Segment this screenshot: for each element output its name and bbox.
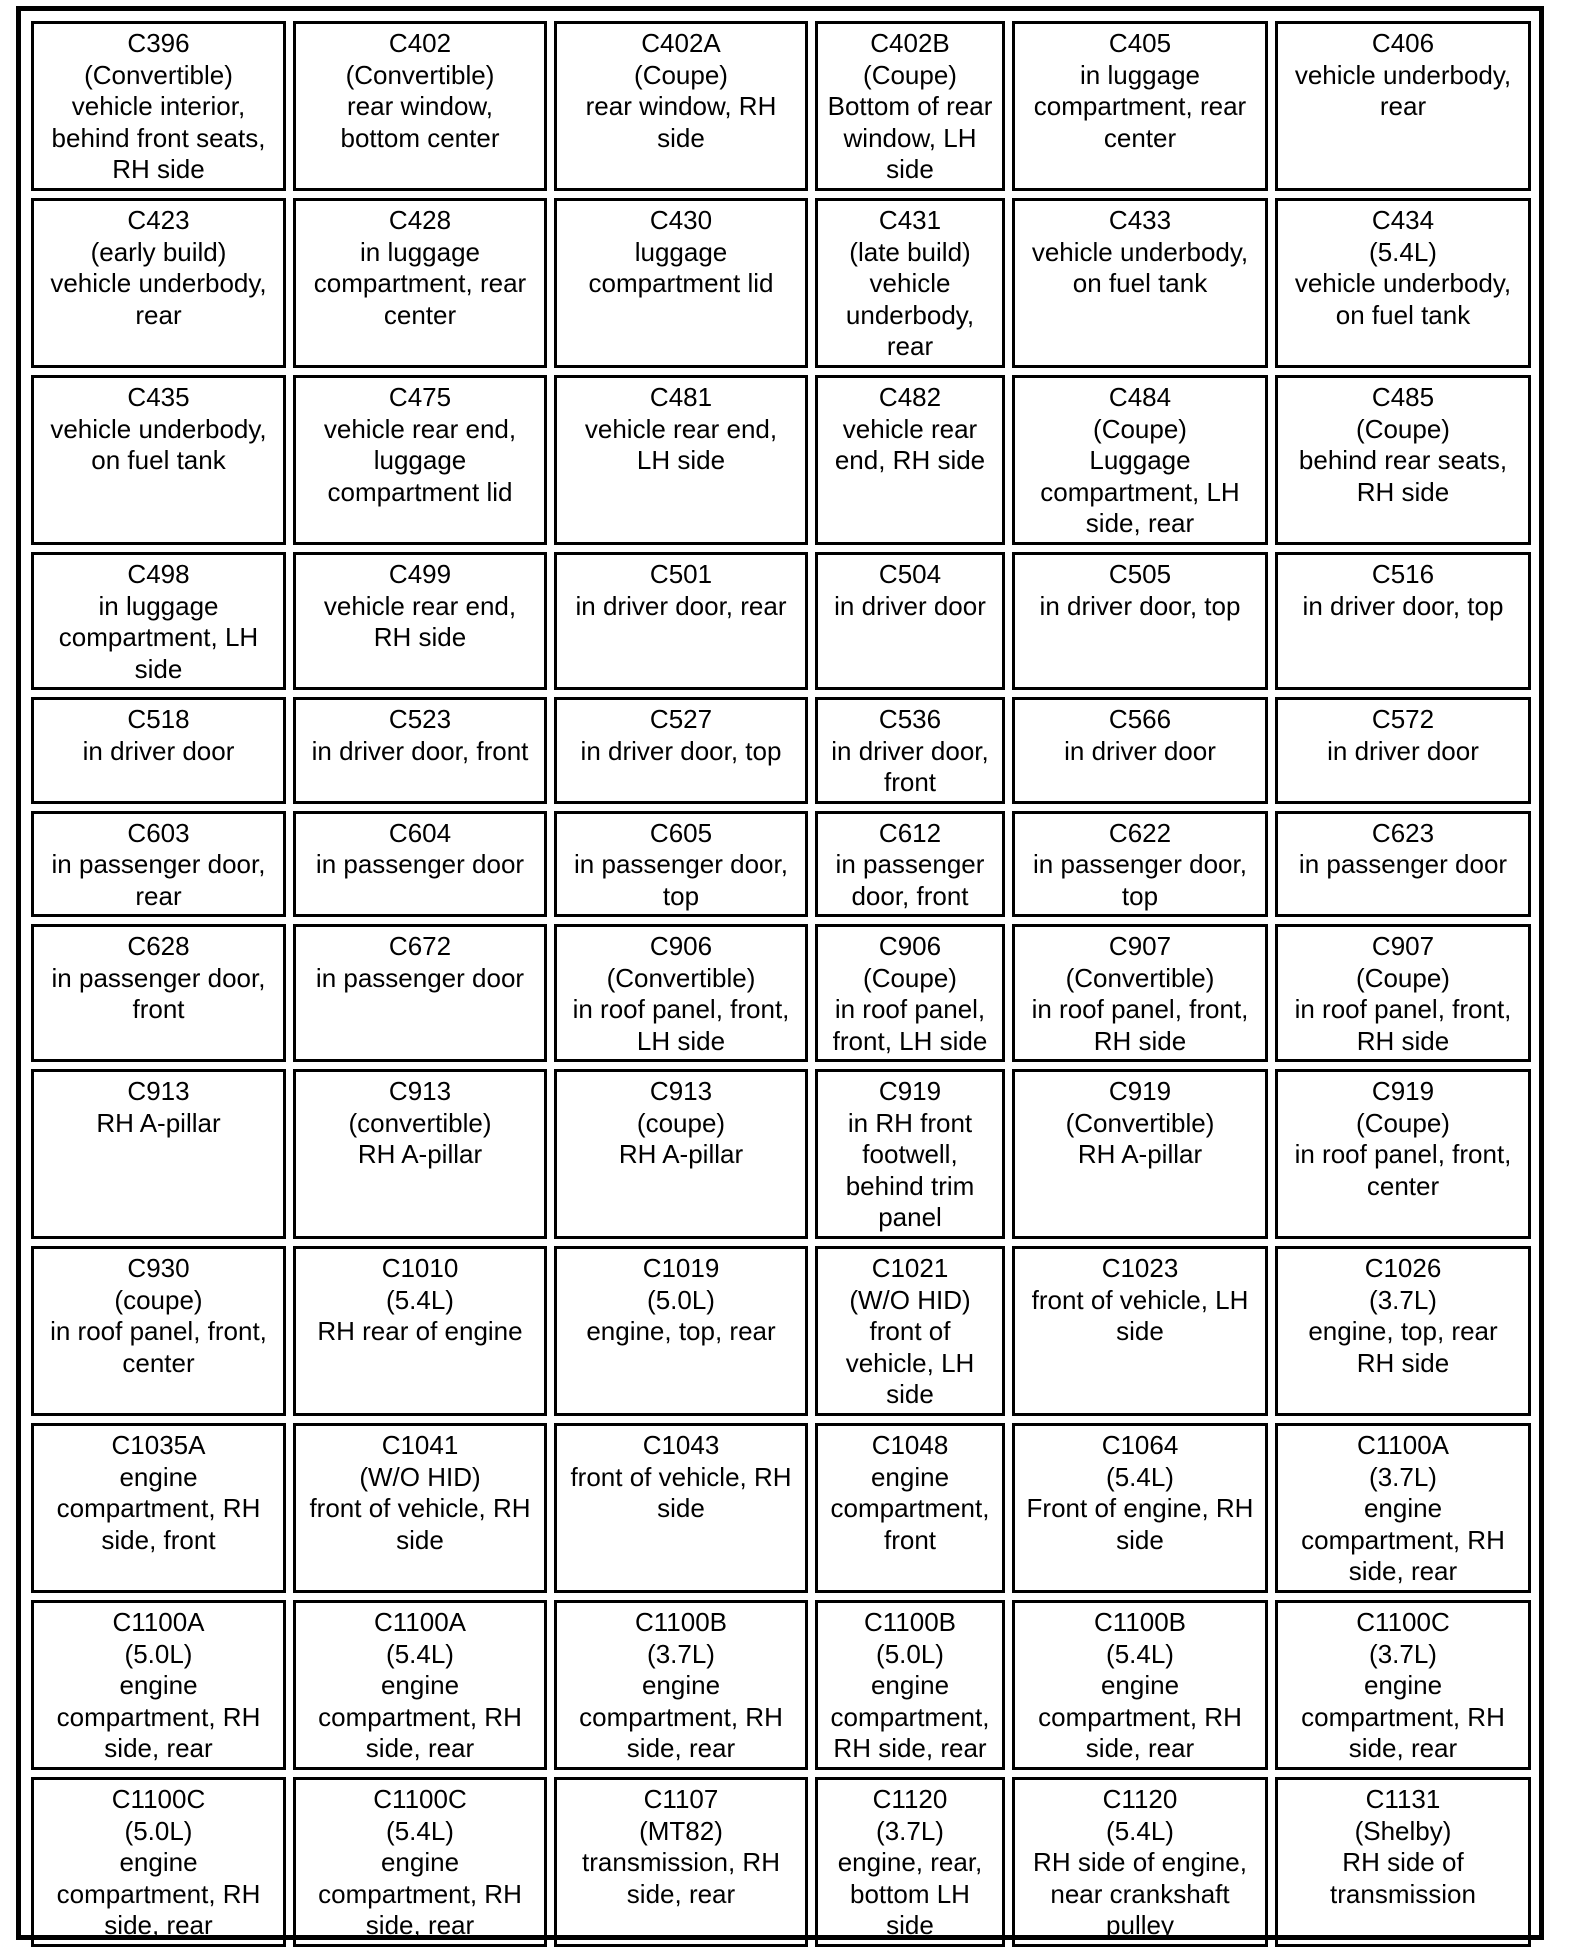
connector-location: in passenger door, top [1033, 849, 1247, 911]
connector-cell [554, 375, 808, 545]
connector-id: C622 [1108, 817, 1172, 848]
connector-cell [554, 21, 808, 191]
connector-location: (Coupe) in roof panel, front, LH side [832, 962, 988, 1056]
connector-id: C504 [878, 559, 942, 589]
connector-id: C1064 [1101, 1430, 1179, 1460]
connector-cell [554, 1246, 808, 1416]
connector-id: C1100C [111, 1784, 206, 1814]
connector-location: in driver door, front [311, 735, 529, 766]
connector-location: (coupe) RH A-pillar [618, 1107, 744, 1169]
connector-location: vehicle rear end, RH side [834, 413, 986, 475]
connector-id: C612 [878, 817, 942, 848]
connector-id: C484 [1108, 382, 1172, 412]
connector-cell [31, 1777, 286, 1947]
connector-location: (Coupe) Luggage compartment, LH side, rear [1040, 413, 1240, 538]
connector-id: C527 [649, 704, 713, 734]
connector-cell [31, 552, 286, 690]
connector-location: (Convertible) RH A-pillar [1065, 1107, 1215, 1169]
connector-location: in passenger door, top [574, 849, 788, 911]
connector-location: in driver door, top [580, 735, 782, 766]
table-row [31, 1246, 1531, 1416]
connector-location: (Coupe) Bottom of rear window, LH side [827, 59, 993, 184]
connector-location: in luggage compartment, rear center [1033, 59, 1247, 153]
connector-location: in RH front footwell, behind trim panel [845, 1107, 975, 1232]
connector-location: (early build) vehicle underbody, rear [50, 236, 267, 330]
connector-cell [293, 198, 547, 368]
connector-id: C475 [388, 382, 452, 412]
table-row [31, 198, 1531, 368]
connector-cell [1012, 1069, 1268, 1239]
table-row [31, 375, 1531, 545]
connector-id: C1023 [1101, 1253, 1179, 1283]
connector-location: (Coupe) in roof panel, front, center [1294, 1107, 1512, 1201]
connector-id: C1035A [111, 1430, 206, 1460]
connector-cell [815, 811, 1005, 918]
connector-cell [815, 1423, 1005, 1593]
connector-location: (W/O HID) front of vehicle, LH side [845, 1284, 975, 1409]
connector-id: C1100C [373, 1784, 467, 1814]
connector-cell [1275, 1777, 1531, 1947]
table-row [31, 21, 1531, 191]
connector-id: C605 [649, 817, 713, 848]
connector-cell [554, 1777, 808, 1947]
connector-location: in driver door, front [831, 735, 989, 797]
connector-location: (convertible) RH A-pillar [348, 1107, 492, 1169]
connector-id: C913 [649, 1076, 713, 1106]
connector-id: C604 [388, 817, 452, 848]
connector-location: (3.7L) engine, top, rear RH side [1308, 1284, 1498, 1378]
connector-cell [815, 198, 1005, 368]
connector-cell [293, 1423, 547, 1593]
connector-location: (coupe) in roof panel, front, center [50, 1284, 267, 1378]
connector-id: C499 [388, 559, 452, 589]
connector-cell [31, 375, 286, 545]
connector-id: C482 [878, 382, 942, 412]
connector-location: (3.7L) engine compartment, RH side, rear [579, 1638, 783, 1763]
connector-cell [1275, 1246, 1531, 1416]
connector-id: C1100A [1356, 1430, 1450, 1460]
connector-location: (Coupe) in roof panel, front, RH side [1294, 962, 1512, 1056]
connector-location: in passenger door [1298, 849, 1508, 879]
connector-cell [1012, 1600, 1268, 1770]
connector-id: C402 [388, 28, 452, 58]
connector-cell [815, 1600, 1005, 1770]
connector-id: C566 [1108, 704, 1172, 734]
connector-cell [554, 697, 808, 804]
connector-id: C913 [127, 1076, 190, 1106]
connector-id: C1010 [381, 1253, 459, 1283]
table-row [31, 552, 1531, 690]
connector-id: C1021 [871, 1253, 949, 1283]
connector-location: vehicle underbody, rear [1294, 59, 1512, 121]
connector-location: in driver door [834, 590, 986, 621]
connector-cell [1012, 1246, 1268, 1416]
connector-cell [31, 924, 286, 1062]
connector-cell [1012, 697, 1268, 804]
connector-cell [1012, 21, 1268, 191]
connector-id: C672 [388, 931, 452, 961]
connector-id: C434 [1371, 205, 1435, 235]
connector-location: RH A-pillar [96, 1107, 221, 1138]
connector-id: C428 [388, 205, 452, 235]
connector-location: (Shelby) RH side of transmission [1330, 1815, 1476, 1909]
connector-id: C406 [1371, 28, 1435, 58]
connector-cell [31, 811, 286, 918]
connector-cell [293, 1069, 547, 1239]
connector-cell [815, 375, 1005, 545]
connector-id: C536 [878, 704, 942, 734]
connector-id: C1100A [373, 1607, 467, 1637]
connector-location: (Coupe) behind rear seats, RH side [1298, 413, 1508, 507]
connector-id: C907 [1371, 931, 1435, 961]
connector-id: C485 [1371, 382, 1435, 412]
connector-location: luggage compartment lid [588, 236, 774, 298]
connector-location: (W/O HID) front of vehicle, RH side [309, 1461, 531, 1555]
connector-cell [293, 552, 547, 690]
connector-cell [1012, 1423, 1268, 1593]
connector-location: (5.4L) engine compartment, RH side, rear [1038, 1638, 1242, 1763]
connector-id: C435 [127, 382, 190, 412]
connector-cell [554, 1069, 808, 1239]
connector-location: (MT82) transmission, RH side, rear [582, 1815, 780, 1909]
connector-cell [293, 1600, 547, 1770]
connector-location: in driver door [82, 735, 235, 766]
connector-location: in driver door [1064, 735, 1216, 766]
connector-location: (5.4L) engine compartment, RH side, rear [318, 1815, 522, 1940]
connector-cell [1275, 375, 1531, 545]
connector-cell [1275, 198, 1531, 368]
connector-location: (5.4L) Front of engine, RH side [1026, 1461, 1254, 1555]
table-row [31, 1777, 1531, 1947]
connector-id: C1019 [642, 1253, 720, 1283]
connector-id: C1100B [634, 1607, 728, 1637]
connector-location: (Convertible) in roof panel, front, LH side [572, 962, 790, 1056]
connector-location: (5.0L) engine, top, rear [586, 1284, 776, 1346]
connector-cell [1012, 552, 1268, 690]
connector-cell [554, 811, 808, 918]
connector-id: C1120 [1102, 1784, 1178, 1814]
connector-cell [815, 552, 1005, 690]
connector-cell [815, 924, 1005, 1062]
connector-id: C516 [1371, 559, 1435, 589]
connector-cell [1012, 198, 1268, 368]
connector-cell [1012, 375, 1268, 545]
table-body [31, 21, 1531, 1947]
connector-location: (3.7L) engine, rear, bottom LH side [837, 1815, 983, 1940]
connector-location: in passenger door, front [835, 849, 985, 911]
connector-location: in driver door [1327, 735, 1479, 766]
connector-location: front of vehicle, LH side [1031, 1284, 1249, 1346]
connector-id: C431 [878, 205, 942, 235]
connector-id: C505 [1108, 559, 1172, 589]
connector-location: vehicle rear end, LH side [584, 413, 778, 475]
connector-id: C501 [649, 559, 713, 589]
connector-cell [1275, 811, 1531, 918]
connector-location-table [24, 14, 1538, 1954]
connector-location: in passenger door [315, 962, 525, 993]
connector-cell [815, 697, 1005, 804]
connector-location: in luggage compartment, LH side [58, 590, 259, 684]
connector-id: C1100C [1356, 1607, 1450, 1637]
connector-cell [293, 697, 547, 804]
connector-id: C603 [127, 817, 190, 848]
connector-location: vehicle rear end, RH side [323, 590, 517, 652]
connector-id: C498 [127, 559, 190, 589]
connector-location: in driver door, rear [575, 590, 787, 621]
connector-cell [1275, 21, 1531, 191]
connector-location: (Convertible) in roof panel, front, RH side [1031, 962, 1249, 1056]
connector-location: vehicle underbody, on fuel tank [50, 413, 267, 475]
connector-id: C423 [127, 205, 190, 235]
connector-cell [293, 811, 547, 918]
connector-id: C1100A [112, 1607, 205, 1637]
connector-location-table-frame [16, 6, 1544, 1940]
table-row [31, 697, 1531, 804]
connector-id: C913 [388, 1076, 452, 1106]
connector-location: in passenger door, rear [51, 849, 266, 911]
connector-cell [31, 198, 286, 368]
connector-location: (5.4L) engine compartment, RH side, rear [318, 1638, 522, 1763]
connector-location: in driver door, top [1039, 590, 1241, 621]
connector-id: C628 [127, 931, 190, 961]
connector-cell [1275, 1423, 1531, 1593]
connector-location: vehicle rear end, luggage compartment lid [323, 413, 517, 507]
connector-id: C396 [127, 28, 190, 58]
connector-cell [1275, 697, 1531, 804]
connector-cell [554, 924, 808, 1062]
connector-id: C1100B [1093, 1607, 1187, 1637]
table-row [31, 811, 1531, 918]
connector-location: in passenger door [315, 849, 525, 879]
connector-location: vehicle underbody, on fuel tank [1031, 236, 1249, 298]
connector-cell [1012, 924, 1268, 1062]
connector-location: (5.4L) RH side of engine, near crankshaft pulley [1033, 1815, 1247, 1940]
connector-id: C481 [649, 382, 713, 412]
table-row [31, 1069, 1531, 1239]
connector-id: C1048 [871, 1430, 949, 1460]
connector-id: C523 [388, 704, 452, 734]
connector-cell [293, 924, 547, 1062]
connector-location: (5.0L) engine compartment, RH side, rear [830, 1638, 990, 1763]
connector-cell [1275, 1600, 1531, 1770]
connector-cell [293, 1777, 547, 1947]
connector-cell [293, 21, 547, 191]
connector-cell [31, 1069, 286, 1239]
connector-location: (5.0L) engine compartment, RH side, rear [56, 1815, 261, 1940]
connector-id: C906 [649, 931, 713, 961]
connector-id: C430 [649, 205, 713, 235]
connector-location: in driver door, top [1302, 590, 1504, 621]
connector-id: C1041 [381, 1430, 459, 1460]
connector-location: in passenger door, front [51, 962, 266, 1024]
connector-id: C405 [1108, 28, 1172, 58]
connector-location: (5.4L) RH rear of engine [317, 1284, 523, 1346]
connector-id: C1107 [643, 1784, 719, 1814]
connector-location: engine compartment, RH side, front [56, 1461, 261, 1555]
connector-cell [1275, 552, 1531, 690]
connector-cell [815, 1777, 1005, 1947]
connector-id: C623 [1371, 817, 1435, 848]
connector-id: C1120 [872, 1784, 948, 1814]
connector-cell [554, 552, 808, 690]
connector-location: (late build) vehicle underbody, rear [845, 236, 975, 361]
connector-location: (3.7L) engine compartment, RH side, rear [1301, 1461, 1505, 1586]
connector-id: C1131 [1365, 1784, 1441, 1814]
connector-location: (Coupe) rear window, RH side [585, 59, 777, 153]
connector-id: C906 [878, 931, 942, 961]
connector-id: C919 [1371, 1076, 1435, 1106]
connector-location: front of vehicle, RH side [570, 1461, 792, 1523]
connector-id: C402B [870, 28, 950, 58]
connector-id: C433 [1108, 205, 1172, 235]
connector-cell [31, 1600, 286, 1770]
connector-location: (Convertible) rear window, bottom center [340, 59, 500, 153]
connector-cell [31, 697, 286, 804]
connector-cell [554, 1423, 808, 1593]
table-row [31, 924, 1531, 1062]
connector-id: C572 [1371, 704, 1435, 734]
connector-cell [1012, 811, 1268, 918]
connector-location: (5.0L) engine compartment, RH side, rear [56, 1638, 261, 1763]
connector-location: engine compartment, front [830, 1461, 990, 1555]
connector-id: C919 [878, 1076, 942, 1106]
connector-id: C1100B [863, 1607, 957, 1637]
table-row [31, 1600, 1531, 1770]
connector-cell [815, 1069, 1005, 1239]
connector-cell [31, 1423, 286, 1593]
connector-id: C907 [1108, 931, 1172, 961]
table-row [31, 1423, 1531, 1593]
connector-id: C919 [1108, 1076, 1172, 1106]
connector-id: C1026 [1364, 1253, 1442, 1283]
connector-cell [1275, 1069, 1531, 1239]
connector-cell [31, 1246, 286, 1416]
connector-cell [1012, 1777, 1268, 1947]
connector-cell [815, 21, 1005, 191]
connector-location: (Convertible) vehicle interior, behind front seats, RH side [51, 59, 266, 184]
connector-location: (5.4L) vehicle underbody, on fuel tank [1294, 236, 1512, 330]
connector-location: in luggage compartment, rear center [313, 236, 527, 330]
connector-cell [31, 21, 286, 191]
connector-id: C1043 [642, 1430, 720, 1460]
connector-id: C518 [127, 704, 190, 734]
connector-id: C402A [641, 28, 721, 58]
connector-cell [1275, 924, 1531, 1062]
connector-id: C930 [127, 1253, 190, 1283]
connector-cell [293, 1246, 547, 1416]
connector-location: (3.7L) engine compartment, RH side, rear [1301, 1638, 1505, 1763]
connector-cell [554, 1600, 808, 1770]
connector-cell [293, 375, 547, 545]
connector-cell [554, 198, 808, 368]
connector-cell [815, 1246, 1005, 1416]
